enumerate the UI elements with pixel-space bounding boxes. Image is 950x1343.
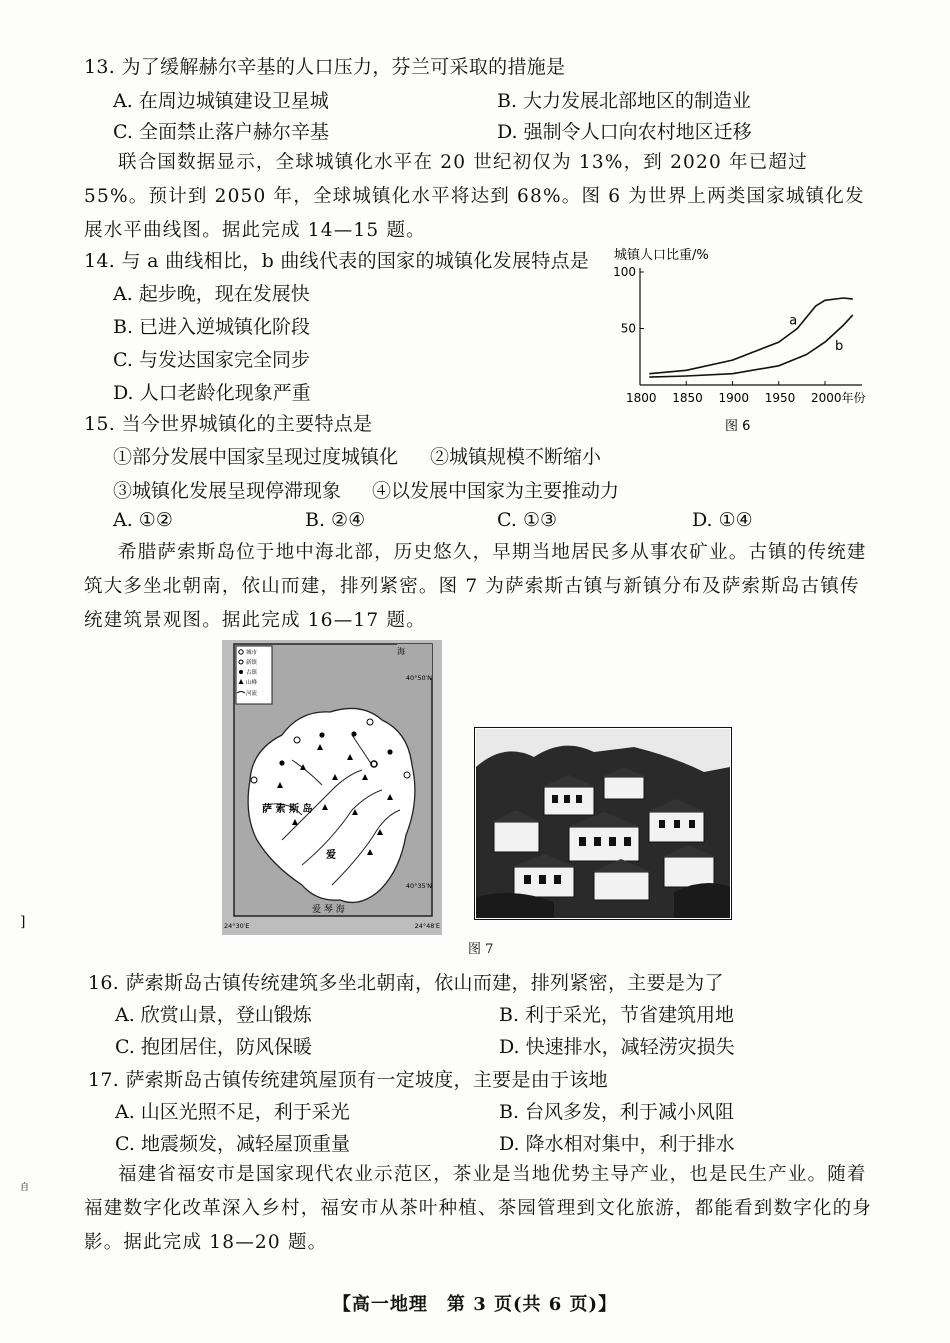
q13-option-b: B. 大力发展北部地区的制造业 [497,90,752,112]
q17-option-b: B. 台风多发，利于减小风阻 [499,1101,735,1123]
q14-option-d: D. 人口老龄化现象严重 [113,382,311,404]
q16-option-c: C. 抱团居住，防风保暖 [115,1036,312,1058]
legend-peak: 山峰 [246,680,258,686]
q16-option-d: D. 快速排水，减轻涝灾损失 [499,1036,735,1058]
chart-y-tick-label: 100 [613,265,636,279]
figure-7-map [222,640,442,935]
margin-mark-2: 自 [20,1183,30,1193]
q16-option-a: A. 欣赏山景，登山锻炼 [115,1004,312,1026]
longitude-left-label: 24°30′E [224,922,250,930]
q16-stem: 16. 萨索斯岛古镇传统建筑多坐北朝南，依山而建，排列紧密，主要是为了 [88,972,724,994]
island-name-label: 萨 索 斯 岛 [262,804,313,815]
legend-old-town: 古镇 [246,670,258,676]
legend-new-town: 新镇 [246,660,258,666]
intro-16-17: 希腊萨索斯岛位于地中海北部，历史悠久，早期当地居民多从事农矿业。古镇的传统建筑大多坐北朝南，依山而建，排列紧密。图 7 为萨索斯古镇与新镇分布及萨索斯岛古镇传统建筑景观图。据此完成 16—17 题。 [84,542,867,631]
q17-stem: 17. 萨索斯岛古镇传统建筑屋顶有一定坡度，主要是由于该地 [88,1069,608,1091]
q15-statement-4: ④以发展中国家为主要推动力 [372,480,620,502]
legend-city: 城市 [246,650,258,656]
q14-option-a: A. 起步晚，现在发展快 [113,283,310,305]
sea-label-bottom: 爱 琴 海 [312,905,345,915]
q13-option-d: D. 强制令人口向农村地区迁移 [497,121,752,143]
intro-18-20: 福建省福安市是国家现代农业示范区，茶业是当地优势主导产业，也是民生产业。随着福建数字化改革深入乡村，福安市从茶叶种植、茶园管理到文化旅游，都能看到数字化的身影。据此完成 18—20 题。 [84,1164,873,1253]
q15-option-c: C. ①③ [497,509,558,531]
latitude-top-label: 40°50′N [405,674,432,682]
chart-x-tick-label: 1800 [626,391,657,405]
q15-option-b: B. ②④ [305,509,366,531]
sea-label-top: 海 [397,647,405,656]
q13-option-c: C. 全面禁止落户赫尔辛基 [113,121,329,143]
chart-x-tick-label: 1900 [718,391,750,405]
page-footer: 【高一地理 第 3 页(共 6 页)】 [332,1294,618,1315]
q15-stem: 15. 当今世界城镇化的主要特点是 [84,413,373,435]
q17-option-d: D. 降水相对集中，利于排水 [499,1133,735,1155]
q13-option-a: A. 在周边城镇建设卫星城 [113,90,329,112]
q15-statement-1: ①部分发展中国家呈现过度城镇化 [113,446,399,468]
q17-option-c: C. 地震频发，减轻屋顶重量 [115,1133,350,1155]
chart-series-b-label: b [835,339,844,355]
chart-series-a-line [649,298,853,374]
q16-option-b: B. 利于采光，节省建筑用地 [499,1004,735,1026]
chart-x-tick-label: 1850 [672,391,703,405]
q15-option-a: A. ①② [113,509,173,531]
latitude-bottom-label: 40°35′N [405,882,432,890]
figure-6-chart [600,240,890,440]
legend-new-town-icon [239,660,243,664]
q15-option-d: D. ①④ [692,509,753,531]
chart-caption: 图 6 [725,419,751,434]
q14-option-c: C. 与发达国家完全同步 [113,349,310,371]
figure-7-photo [474,727,732,920]
longitude-right-label: 24°48′E [414,922,440,930]
q15-statement-3: ③城镇化发展呈现停滞现象 [113,480,342,502]
margin-mark-1: ] [20,914,26,930]
q15-statement-2: ②城镇规模不断缩小 [430,446,602,468]
island-mark-label: 爱 [326,850,336,861]
legend-old-town-icon [239,670,243,674]
figure-7-caption: 图 7 [468,942,494,957]
q17-option-a: A. 山区光照不足，利于采光 [115,1101,350,1123]
q13-stem: 13. 为了缓解赫尔辛基的人口压力，芬兰可采取的措施是 [84,56,566,78]
chart-x-tick-label: 2000年份 [811,391,866,405]
q14-stem: 14. 与 a 曲线相比，b 曲线代表的国家的城镇化发展特点是 [84,250,590,272]
chart-y-tick-label: 50 [620,321,636,336]
intro-14-15: 联合国数据显示，全球城镇化水平在 20 世纪初仅为 13%，到 2020 年已超过 55%。预计到 2050 年，全球城镇化水平将达到 68%。图 6 为世界上两类国家城镇化发展水平曲线图。据此完成 14—15 题。 [84,152,865,241]
q14-option-b: B. 已进入逆城镇化阶段 [113,316,311,338]
chart-series-a-label: a [789,313,798,329]
legend-river: 河流 [246,691,258,697]
chart-y-axis-label: 城镇人口比重/% [614,248,709,263]
chart-x-tick-label: 1950 [764,391,796,405]
chart-series-b-line [649,315,853,377]
